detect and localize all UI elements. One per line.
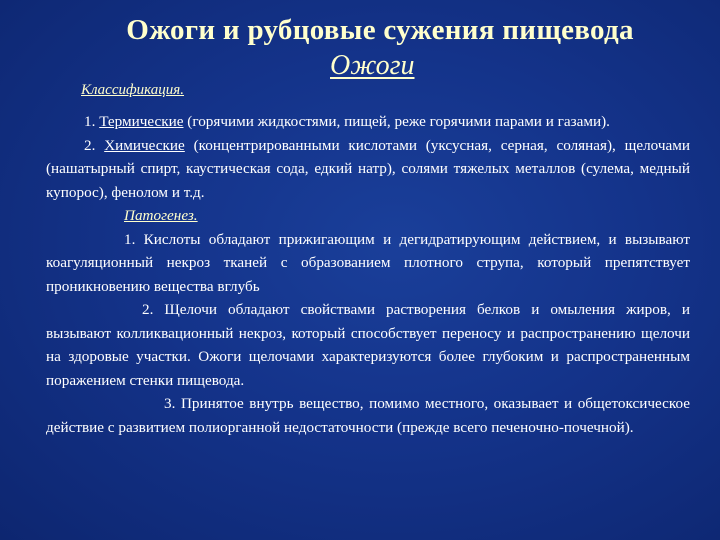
classification-heading: Классификация. [81,82,185,98]
pathogenesis-heading: Патогенез. [124,207,198,224]
pathogenesis-item-1: 1. Кислоты обладают прижигающим и дегидратирующим действием, и вызывают коагуляционный некроз тканей с образованием плотного струпа, который препятствует проникновению вещества вглубь [46,230,690,295]
classification-item-2 [46,134,690,205]
item-number: 1. [84,113,100,130]
slide-body [46,110,690,439]
classification-item-1 [46,110,690,134]
slide-title: Ожоги и рубцовые сужения пищевода [126,14,634,46]
item-text: (горячими жидкостями, пищей, реже горячими парами и газами). [183,113,610,130]
pathogenesis-item-2: 2. Щелочи обладают свойствами растворения белков и омыления жиров, и вызывают колликвационный некроз, который способствует переносу и распространению щелочи на здоровые участки. Ожоги щелочами характеризуются более глубоким и распространенным поражением стенки пищевода. [46,301,690,389]
pathogenesis-item-3: 3. Принятое внутрь вещество, помимо местного, оказывает и общетоксическое действие с развитием полиорганной недостаточности (прежде всего печеночно-почечной). [46,395,690,436]
item-term: Термические [99,113,184,130]
slide-subtitle: Ожоги [330,50,415,81]
item-term: Химические [104,136,185,154]
item-number: 2. [84,136,105,154]
item-text: (концентрированными кислотами (уксусная, серная, соляная), щелочами (нашатырный спирт, каустическая сода, едкий натр), солями тяжелых металлов (сулема, медный купорос), фенолом и т.д. [46,136,690,201]
